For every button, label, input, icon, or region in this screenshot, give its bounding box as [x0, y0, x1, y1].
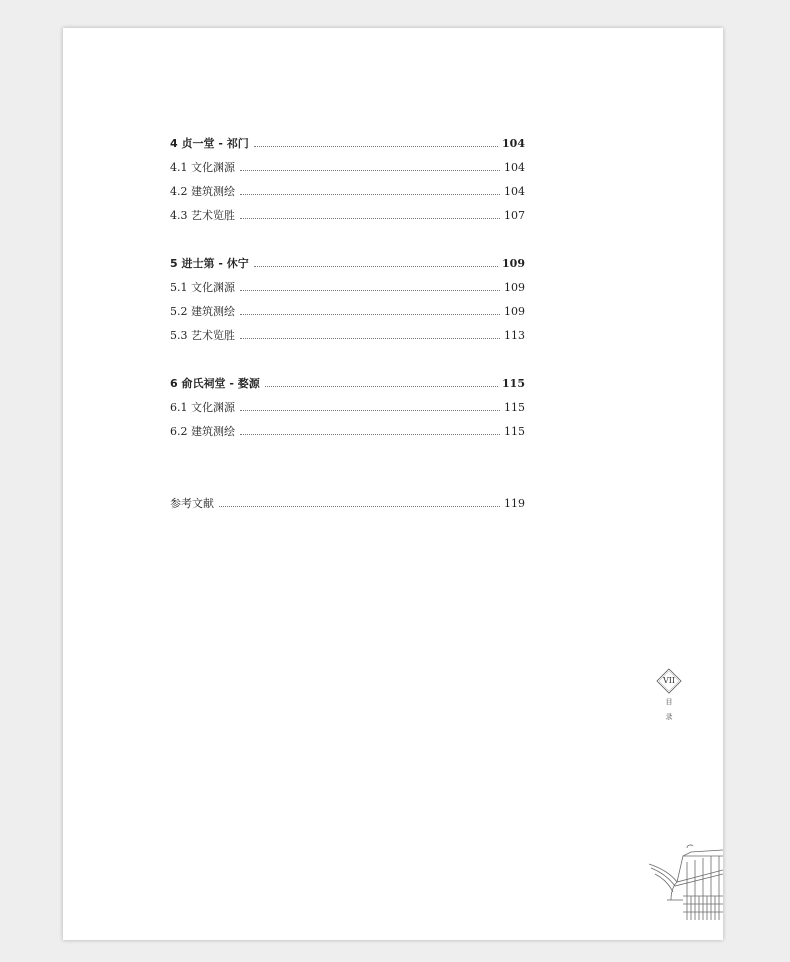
toc-page-number: 104 — [504, 185, 525, 198]
toc-chapter-4[interactable] — [170, 132, 525, 156]
toc-page-number: 104 — [502, 137, 525, 150]
toc-page-number: 109 — [504, 305, 525, 318]
dot-leader — [219, 506, 500, 507]
document-page — [63, 28, 723, 940]
dot-leader — [240, 170, 500, 171]
table-of-contents — [170, 132, 525, 516]
spacer — [170, 228, 525, 252]
spacer — [170, 348, 525, 372]
toc-label: 4.1 文化渊源 — [170, 161, 235, 174]
toc-label: 5.2 建筑测绘 — [170, 305, 235, 318]
dot-leader — [240, 338, 500, 339]
toc-item-6-1[interactable] — [170, 396, 525, 420]
dot-leader — [240, 194, 500, 195]
toc-item-4-1[interactable] — [170, 156, 525, 180]
toc-page-number: 115 — [502, 377, 525, 390]
toc-label: 5.3 艺术览胜 — [170, 329, 235, 342]
section-char: 目 — [665, 698, 673, 706]
toc-chapter-5[interactable] — [170, 252, 525, 276]
toc-page-number: 104 — [504, 161, 525, 174]
toc-label: 4.3 艺术览胜 — [170, 209, 235, 222]
toc-page-number: 109 — [502, 257, 525, 270]
toc-page-number: 113 — [504, 329, 525, 342]
toc-label: 4 贞一堂 - 祁门 — [170, 137, 249, 150]
toc-item-4-3[interactable] — [170, 204, 525, 228]
page-folio — [655, 667, 683, 725]
dot-leader — [240, 290, 500, 291]
toc-chapter-6[interactable] — [170, 372, 525, 396]
toc-label: 6 俞氏祠堂 - 婺源 — [170, 377, 260, 390]
toc-item-5-3[interactable] — [170, 324, 525, 348]
toc-label: 5.1 文化渊源 — [170, 281, 235, 294]
toc-label: 6.2 建筑测绘 — [170, 425, 235, 438]
folio-diamond — [655, 667, 683, 695]
dot-leader — [254, 146, 498, 147]
toc-page-number: 119 — [504, 497, 525, 510]
toc-item-5-2[interactable] — [170, 300, 525, 324]
dot-leader — [265, 386, 498, 387]
dot-leader — [240, 434, 500, 435]
dot-leader — [254, 266, 498, 267]
toc-item-6-2[interactable] — [170, 420, 525, 444]
spacer — [170, 444, 525, 492]
toc-label: 4.2 建筑测绘 — [170, 185, 235, 198]
toc-label: 5 进士第 - 休宁 — [170, 257, 249, 270]
toc-item-5-1[interactable] — [170, 276, 525, 300]
dot-leader — [240, 314, 500, 315]
toc-item-4-2[interactable] — [170, 180, 525, 204]
toc-page-number: 109 — [504, 281, 525, 294]
toc-label: 6.1 文化渊源 — [170, 401, 235, 414]
toc-page-number: 107 — [504, 209, 525, 222]
toc-label: 参考文献 — [170, 497, 214, 510]
toc-page-number: 115 — [504, 425, 525, 438]
ancient-building-corner-icon — [647, 844, 723, 920]
page-number-roman: VII — [662, 676, 676, 685]
section-char: 录 — [665, 713, 673, 721]
toc-references[interactable] — [170, 492, 525, 516]
dot-leader — [240, 410, 500, 411]
toc-page-number: 115 — [504, 401, 525, 414]
dot-leader — [240, 218, 500, 219]
